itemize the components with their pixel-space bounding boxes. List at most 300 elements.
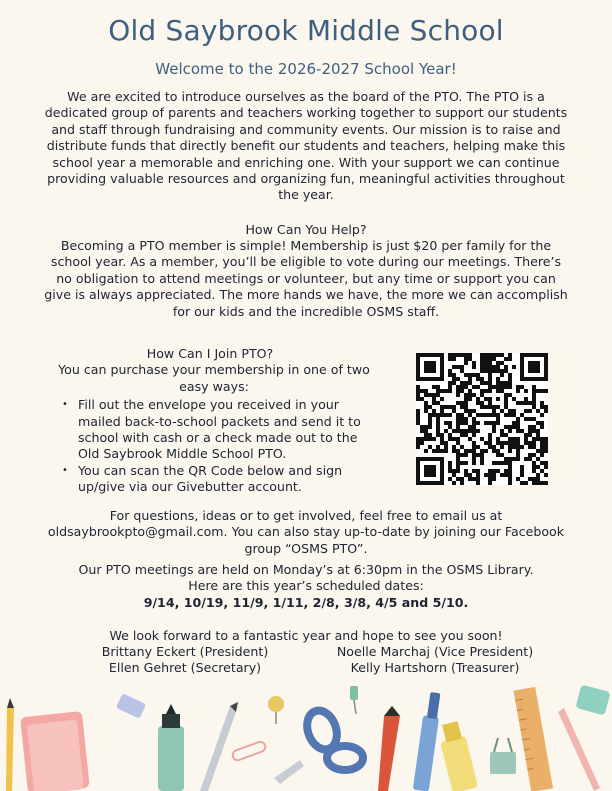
qr-module [436, 421, 440, 425]
qr-module [492, 421, 496, 425]
qr-module [424, 449, 428, 453]
qr-module [448, 469, 452, 473]
meetings-dates-intro: Here are this year’s scheduled dates: [188, 578, 424, 594]
qr-module [544, 389, 548, 393]
qr-module [440, 473, 444, 477]
qr-module [496, 361, 500, 365]
qr-module [436, 413, 440, 417]
qr-module [500, 373, 504, 377]
qr-module [504, 441, 508, 445]
qr-module [420, 353, 424, 357]
qr-module [536, 433, 540, 437]
pushpin-icon-green [350, 686, 358, 714]
qr-module [432, 385, 436, 389]
pencil-icon-left [6, 698, 14, 791]
qr-module [512, 413, 516, 417]
qr-module [504, 397, 508, 401]
qr-module [424, 409, 428, 413]
qr-module [488, 401, 492, 405]
qr-module [516, 449, 520, 453]
qr-module [456, 401, 460, 405]
qr-module [476, 413, 480, 417]
qr-module [444, 449, 448, 453]
qr-module [468, 477, 472, 481]
qr-module [448, 389, 452, 393]
qr-module [460, 385, 464, 389]
qr-module [448, 421, 452, 425]
qr-module [456, 457, 460, 461]
qr-module [416, 373, 420, 377]
qr-module [416, 457, 420, 461]
officer-secretary: Ellen Gehret (Secretary) [108, 660, 262, 676]
qr-module [444, 413, 448, 417]
qr-module [488, 469, 492, 473]
qr-module [432, 469, 436, 473]
qr-module [452, 377, 456, 381]
qr-module [536, 457, 540, 461]
qr-module [532, 437, 536, 441]
qr-module [496, 461, 500, 465]
qr-module [440, 477, 444, 481]
qr-module [480, 357, 484, 361]
qr-module [540, 377, 544, 381]
qr-module [416, 393, 420, 397]
qr-module [472, 445, 476, 449]
qr-module [436, 385, 440, 389]
qr-module [540, 437, 544, 441]
qr-module [508, 441, 512, 445]
qr-module [480, 389, 484, 393]
qr-module [436, 457, 440, 461]
qr-module [456, 365, 460, 369]
qr-module [416, 385, 420, 389]
qr-module [468, 413, 472, 417]
qr-module [416, 437, 420, 441]
qr-module [468, 425, 472, 429]
highlighter-icon-yellow [440, 721, 478, 791]
qr-module [444, 421, 448, 425]
qr-module [460, 365, 464, 369]
qr-module [432, 481, 436, 485]
qr-module [508, 377, 512, 381]
qr-module [460, 481, 464, 485]
qr-module [516, 429, 520, 433]
qr-module [464, 385, 468, 389]
qr-module [416, 461, 420, 465]
qr-module [504, 405, 508, 409]
qr-module [428, 413, 432, 417]
qr-module [488, 389, 492, 393]
qr-module [424, 425, 428, 429]
qr-module [424, 429, 428, 433]
qr-module [492, 469, 496, 473]
qr-module [528, 353, 532, 357]
qr-module [428, 433, 432, 437]
qr-module [436, 377, 440, 381]
qr-module [488, 477, 492, 481]
qr-module [492, 477, 496, 481]
qr-module [500, 389, 504, 393]
qr-module [536, 421, 540, 425]
qr-module [520, 413, 524, 417]
qr-module [452, 357, 456, 361]
qr-module [452, 473, 456, 477]
qr-module [492, 409, 496, 413]
qr-module [468, 373, 472, 377]
qr-module [496, 381, 500, 385]
qr-module [472, 469, 476, 473]
qr-module [444, 389, 448, 393]
qr-module [524, 481, 528, 485]
officer-president: Brittany Eckert (President) [101, 644, 269, 659]
qr-module [480, 365, 484, 369]
qr-module [524, 377, 528, 381]
qr-module [488, 365, 492, 369]
qr-module [440, 481, 444, 485]
qr-module [484, 365, 488, 369]
qr-module [508, 473, 512, 477]
qr-module [496, 369, 500, 373]
qr-module [536, 353, 540, 357]
qr-module [496, 397, 500, 401]
qr-module [536, 369, 540, 373]
qr-module [416, 397, 420, 401]
qr-module [532, 441, 536, 445]
qr-module [532, 461, 536, 465]
qr-module [464, 417, 468, 421]
qr-module [476, 481, 480, 485]
qr-module [416, 413, 420, 417]
qr-module [428, 353, 432, 357]
page-subtitle: Welcome to the 2026-2027 School Year! [155, 60, 457, 78]
qr-module [432, 369, 436, 373]
qr-module [448, 373, 452, 377]
qr-module [476, 421, 480, 425]
qr-module [520, 465, 524, 469]
qr-module [492, 449, 496, 453]
qr-module [496, 437, 500, 441]
qr-module [520, 429, 524, 433]
qr-module [432, 473, 436, 477]
qr-module [424, 365, 428, 369]
qr-module [420, 425, 424, 429]
qr-module [536, 365, 540, 369]
qr-module [500, 369, 504, 373]
qr-module [416, 473, 420, 477]
qr-module [424, 361, 428, 365]
qr-module [488, 437, 492, 441]
qr-module [484, 473, 488, 477]
qr-module [516, 453, 520, 457]
qr-module [516, 477, 520, 481]
qr-module [460, 461, 464, 465]
qr-module [492, 405, 496, 409]
qr-module [472, 461, 476, 465]
qr-module [492, 425, 496, 429]
qr-module [544, 441, 548, 445]
qr-module [536, 449, 540, 453]
qr-module [532, 397, 536, 401]
join-section [54, 346, 374, 496]
qr-module [536, 481, 540, 485]
qr-module [492, 429, 496, 433]
qr-module [436, 353, 440, 357]
qr-module [420, 457, 424, 461]
qr-module [532, 365, 536, 369]
qr-module [500, 409, 504, 413]
qr-module [428, 469, 432, 473]
qr-module [504, 369, 508, 373]
qr-module [456, 465, 460, 469]
qr-module [516, 441, 520, 445]
qr-module [488, 481, 492, 485]
qr-module [500, 353, 504, 357]
qr-module [432, 365, 436, 369]
qr-module [476, 385, 480, 389]
qr-module [532, 401, 536, 405]
join-options-list [54, 397, 374, 495]
qr-module [524, 401, 528, 405]
qr-module [420, 397, 424, 401]
qr-module [512, 421, 516, 425]
qr-module [428, 437, 432, 441]
qr-module [544, 377, 548, 381]
qr-module [504, 433, 508, 437]
eraser-icon [116, 693, 146, 718]
qr-module [504, 461, 508, 465]
qr-module [532, 353, 536, 357]
qr-module [460, 445, 464, 449]
qr-module [460, 405, 464, 409]
qr-module [468, 353, 472, 357]
qr-module [492, 473, 496, 477]
qr-module [456, 477, 460, 481]
qr-module [508, 381, 512, 385]
qr-module [456, 425, 460, 429]
qr-module [484, 381, 488, 385]
officers-list [70, 644, 550, 677]
qr-module [484, 441, 488, 445]
qr-module [532, 405, 536, 409]
qr-module [504, 473, 508, 477]
qr-module [528, 425, 532, 429]
qr-module [488, 433, 492, 437]
qr-module [528, 477, 532, 481]
qr-module [448, 385, 452, 389]
qr-module [416, 477, 420, 481]
qr-module [436, 393, 440, 397]
marker-icon-blue [413, 692, 441, 791]
qr-module [420, 437, 424, 441]
qr-module [424, 369, 428, 373]
qr-module [464, 405, 468, 409]
qr-module [528, 365, 532, 369]
qr-module [444, 429, 448, 433]
qr-module [460, 477, 464, 481]
qr-module [496, 353, 500, 357]
qr-module [472, 373, 476, 377]
qr-module [540, 445, 544, 449]
qr-module [448, 461, 452, 465]
qr-module [512, 445, 516, 449]
qr-module [500, 433, 504, 437]
qr-module [540, 469, 544, 473]
qr-module [440, 373, 444, 377]
qr-module [480, 453, 484, 457]
qr-module [500, 453, 504, 457]
qr-module [448, 465, 452, 469]
qr-module [532, 361, 536, 365]
qr-module [524, 441, 528, 445]
qr-module [416, 481, 420, 485]
qr-module [440, 361, 444, 365]
qr-module [508, 437, 512, 441]
qr-module [452, 449, 456, 453]
qr-module [532, 481, 536, 485]
qr-module [528, 401, 532, 405]
qr-module [536, 437, 540, 441]
qr-module [524, 353, 528, 357]
qr-module [464, 453, 468, 457]
qr-module [428, 377, 432, 381]
qr-module [452, 481, 456, 485]
qr-module [460, 381, 464, 385]
pushpin-icon-yellow [268, 696, 284, 724]
binder-clip-icon [490, 738, 516, 774]
qr-module [508, 393, 512, 397]
qr-module [464, 381, 468, 385]
qr-module [540, 421, 544, 425]
qr-module [516, 417, 520, 421]
qr-module [436, 433, 440, 437]
qr-module [452, 381, 456, 385]
qr-module [464, 421, 468, 425]
qr-module [488, 445, 492, 449]
qr-module [544, 461, 548, 465]
qr-module [520, 361, 524, 365]
qr-module [452, 353, 456, 357]
qr-module [468, 381, 472, 385]
qr-module [468, 473, 472, 477]
qr-module [488, 373, 492, 377]
qr-module [492, 461, 496, 465]
qr-module [428, 473, 432, 477]
qr-module [540, 453, 544, 457]
qr-module [472, 433, 476, 437]
qr-module [448, 433, 452, 437]
qr-module [464, 373, 468, 377]
help-heading: How Can You Help? [245, 222, 367, 237]
qr-module [424, 433, 428, 437]
qr-module [544, 357, 548, 361]
qr-module [476, 477, 480, 481]
qr-module [436, 401, 440, 405]
qr-module [424, 401, 428, 405]
qr-module [504, 385, 508, 389]
qr-module [468, 393, 472, 397]
qr-module [544, 353, 548, 357]
qr-module [532, 417, 536, 421]
qr-module [484, 357, 488, 361]
qr-module [452, 409, 456, 413]
qr-module [488, 369, 492, 373]
qr-module [464, 409, 468, 413]
qr-module [516, 437, 520, 441]
qr-module [432, 465, 436, 469]
qr-module [480, 437, 484, 441]
qr-module [444, 441, 448, 445]
qr-module [460, 429, 464, 433]
qr-module [420, 441, 424, 445]
qr-module [484, 361, 488, 365]
qr-module [484, 405, 488, 409]
qr-module [440, 369, 444, 373]
qr-module [468, 429, 472, 433]
qr-module [456, 377, 460, 381]
qr-module [524, 417, 528, 421]
qr-module [532, 369, 536, 373]
qr-module [512, 409, 516, 413]
qr-module [456, 461, 460, 465]
qr-module [508, 457, 512, 461]
qr-module [508, 373, 512, 377]
page-title: Old Saybrook Middle School [108, 14, 504, 47]
join-intro: You can purchase your membership in one of two easy ways: [58, 362, 370, 394]
qr-module [440, 469, 444, 473]
qr-module [536, 389, 540, 393]
qr-module [460, 369, 464, 373]
qr-module [488, 405, 492, 409]
qr-module [416, 365, 420, 369]
qr-module [520, 353, 524, 357]
qr-module [536, 361, 540, 365]
closing-line: We look forward to a fantastic year and hope to see you soon! [109, 628, 503, 643]
qr-module [540, 461, 544, 465]
qr-module [528, 441, 532, 445]
qr-module [444, 405, 448, 409]
qr-code[interactable] [416, 353, 548, 485]
qr-module [416, 409, 420, 413]
qr-module [448, 369, 452, 373]
qr-module [524, 433, 528, 437]
qr-module [524, 397, 528, 401]
qr-module [496, 365, 500, 369]
qr-module [432, 353, 436, 357]
highlighter-icon [158, 704, 184, 791]
qr-module [440, 377, 444, 381]
qr-module [528, 361, 532, 365]
qr-module [472, 421, 476, 425]
qr-module [504, 357, 508, 361]
qr-module [448, 477, 452, 481]
qr-module [508, 409, 512, 413]
qr-module [472, 365, 476, 369]
qr-module [484, 369, 488, 373]
qr-module [508, 469, 512, 473]
qr-module [476, 377, 480, 381]
qr-module [520, 373, 524, 377]
qr-module [452, 365, 456, 369]
qr-module [440, 397, 444, 401]
qr-module [424, 405, 428, 409]
qr-module [492, 445, 496, 449]
qr-module [480, 413, 484, 417]
qr-module [540, 425, 544, 429]
notebook-icon [20, 711, 90, 791]
qr-module [432, 409, 436, 413]
qr-module [544, 445, 548, 449]
qr-module [464, 469, 468, 473]
